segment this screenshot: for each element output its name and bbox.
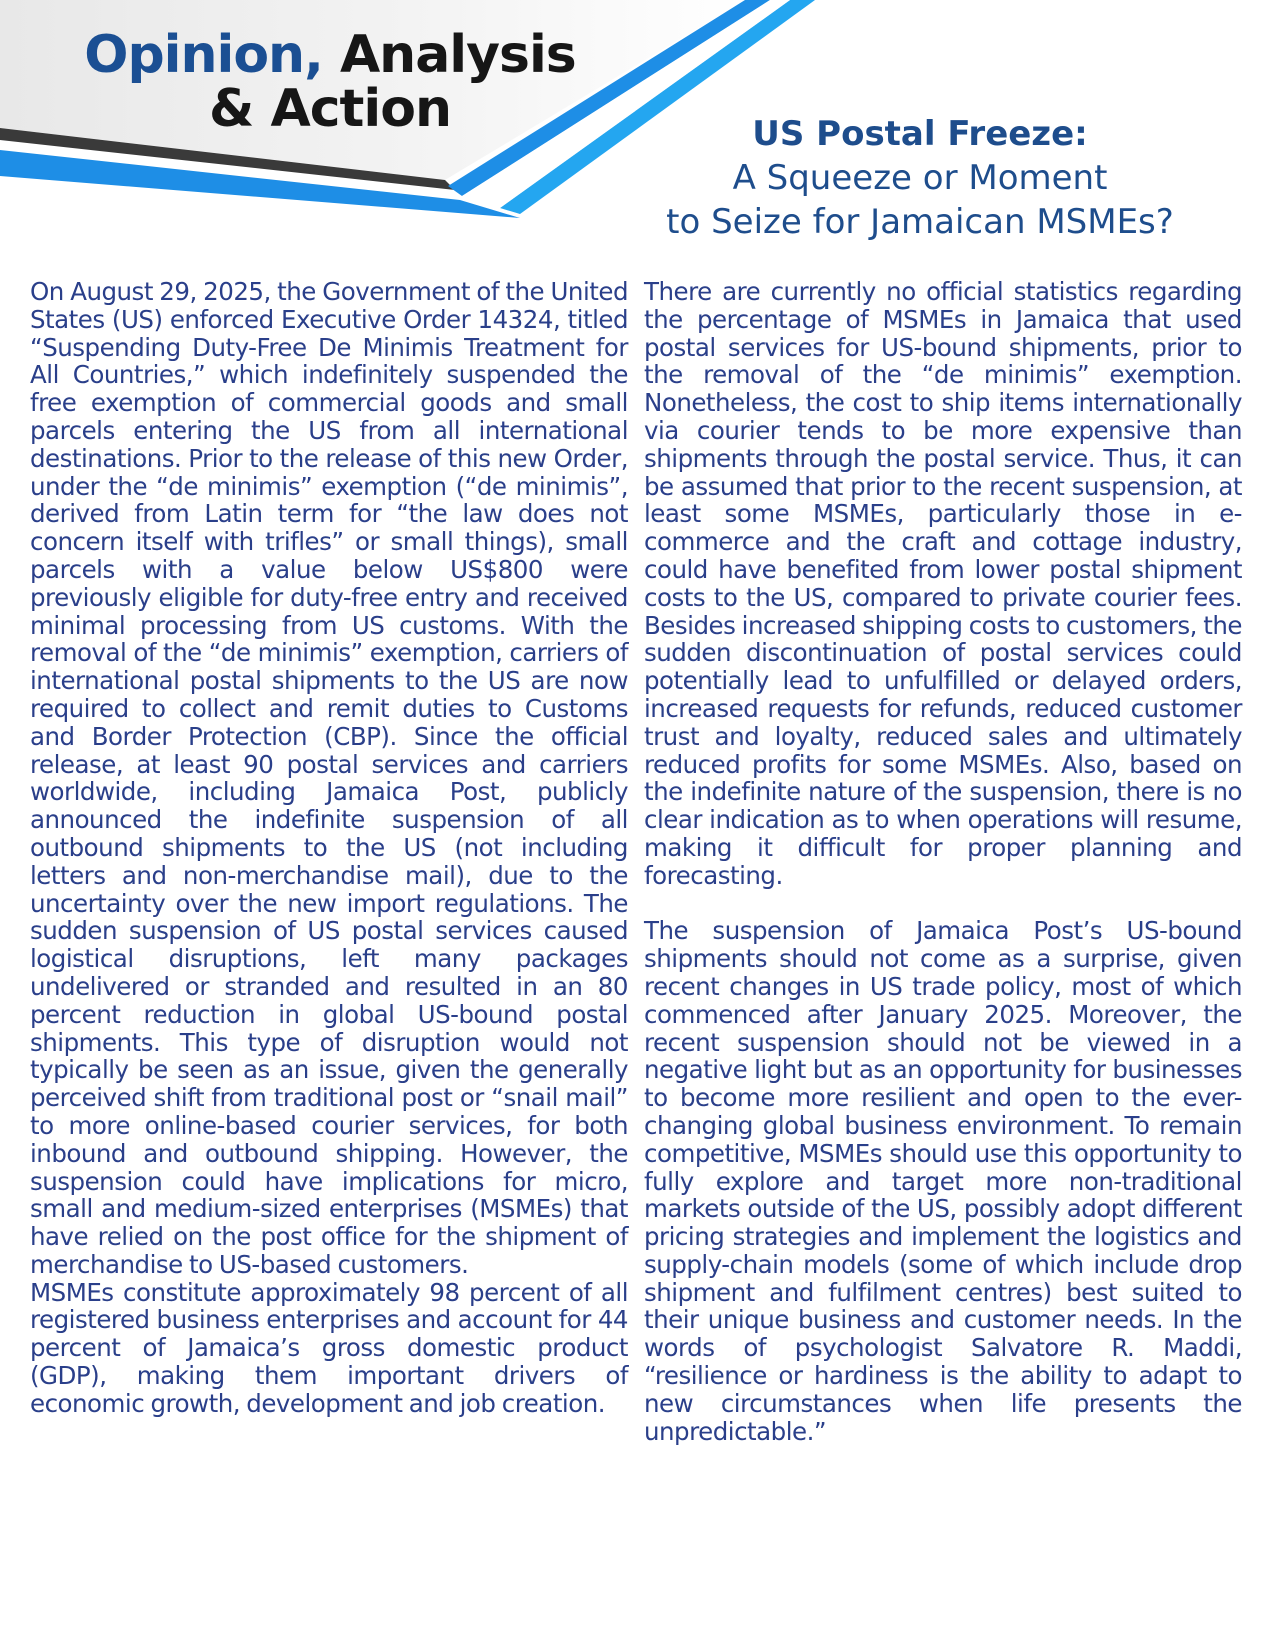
article-headline [590, 112, 1250, 244]
article-column-right [644, 278, 1242, 1445]
section-title-word-analysis: Analysis [339, 25, 576, 85]
headline-line-3: to Seize for Jamaican MSMEs? [666, 202, 1174, 242]
section-title-word-opinion: Opinion, [84, 25, 323, 85]
section-title [30, 25, 630, 139]
section-title-line-2: & Action [209, 79, 451, 139]
headline-line-2: A Squeeze or Moment [732, 158, 1108, 198]
headline-line-1: US Postal Freeze: [752, 114, 1088, 154]
paragraph: MSMEs constitute approximately 98 percent of all registered business enterprises and account for 44 percent of Jamaica’s gross domestic product (GDP), making them important drivers of economic growth, development and job creation. [30, 1277, 628, 1418]
paragraph: On August 29, 2025, the Government of the United States (US) enforced Executive Order 14324, titled “Suspending Duty-Free De Minimis Treatment for All Countries,” which indefinitely suspended the free exemption of commercial goods and small parcels entering the US from all international destinations. Prior to the release of this new Order, under the “de minimis” exemption (“de minimis”, derived from Latin term for “the law does not concern itself with trifles” or small things), small parcels with a value below US$800 were previously eligible for duty-free entry and received minimal processing from US customs. With the removal of the “de minimis” exemption, carriers of international postal shipments to the US are now required to collect and remit duties to Customs and Border Protection (CBP). Since the official release, at least 90 postal services and carriers worldwide, including Jamaica Post, publicly announced the indefinite suspension of all outbound shipments to the US (not including letters and non-merchandise mail), due to the uncertainty over the new import regulations. The sudden suspension of US postal services caused logistical disruptions, left many packages undelivered or stranded and resulted in an 80 percent reduction in global US-bound postal shipments. This type of disruption would not typically be seen as an issue, given the generally perceived shift from traditional post or “snail mail” to more online-based courier services, for both inbound and outbound shipping. However, the suspension could have implications for micro, small and medium-sized enterprises (MSMEs) that have relied on the post office for the shipment of merchandise to US-based customers. [30, 277, 628, 1279]
paragraph: There are currently no official statistics regarding the percentage of MSMEs in Jamaica that used postal services for US-bound shipments, prior to the removal of the “de minimis” exemption. Nonetheless, the cost to ship items internationally via courier tends to be more expensive than shipments through the postal service. Thus, it can be assumed that prior to the recent suspension, at least some MSMEs, particularly those in e-commerce and the craft and cottage industry, could have benefited from lower postal shipment costs to the US, compared to private courier fees. Besides increased shipping costs to customers, the sudden discontinuation of postal services could potentially lead to unfulfilled or delayed orders, increased requests for refunds, reduced customer trust and loyalty, reduced sales and ultimately reduced profits for some MSMEs. Also, based on the indefinite nature of the suspension, there is no clear indication as to when operations will resume, making it difficult for proper planning and forecasting. [644, 277, 1242, 890]
paragraph: The suspension of Jamaica Post’s US-bound shipments should not come as a surprise, given recent changes in US trade policy, most of which commenced after January 2025. Moreover, the recent suspension should not be viewed in a negative light but as an opportunity for businesses to become more resilient and open to the ever-changing global business environment. To remain competitive, MSMEs should use this opportunity to fully explore and target more non-traditional markets outside of the US, possibly adopt different pricing strategies and implement the logistics and supply-chain models (some of which include drop shipment and fulfilment centres) best suited to their unique business and customer needs. In the words of psychologist Salvatore R. Maddi, “resilience or hardiness is the ability to adapt to new circumstances when life presents the unpredictable.” [644, 916, 1242, 1446]
article-column-left [30, 278, 628, 1418]
